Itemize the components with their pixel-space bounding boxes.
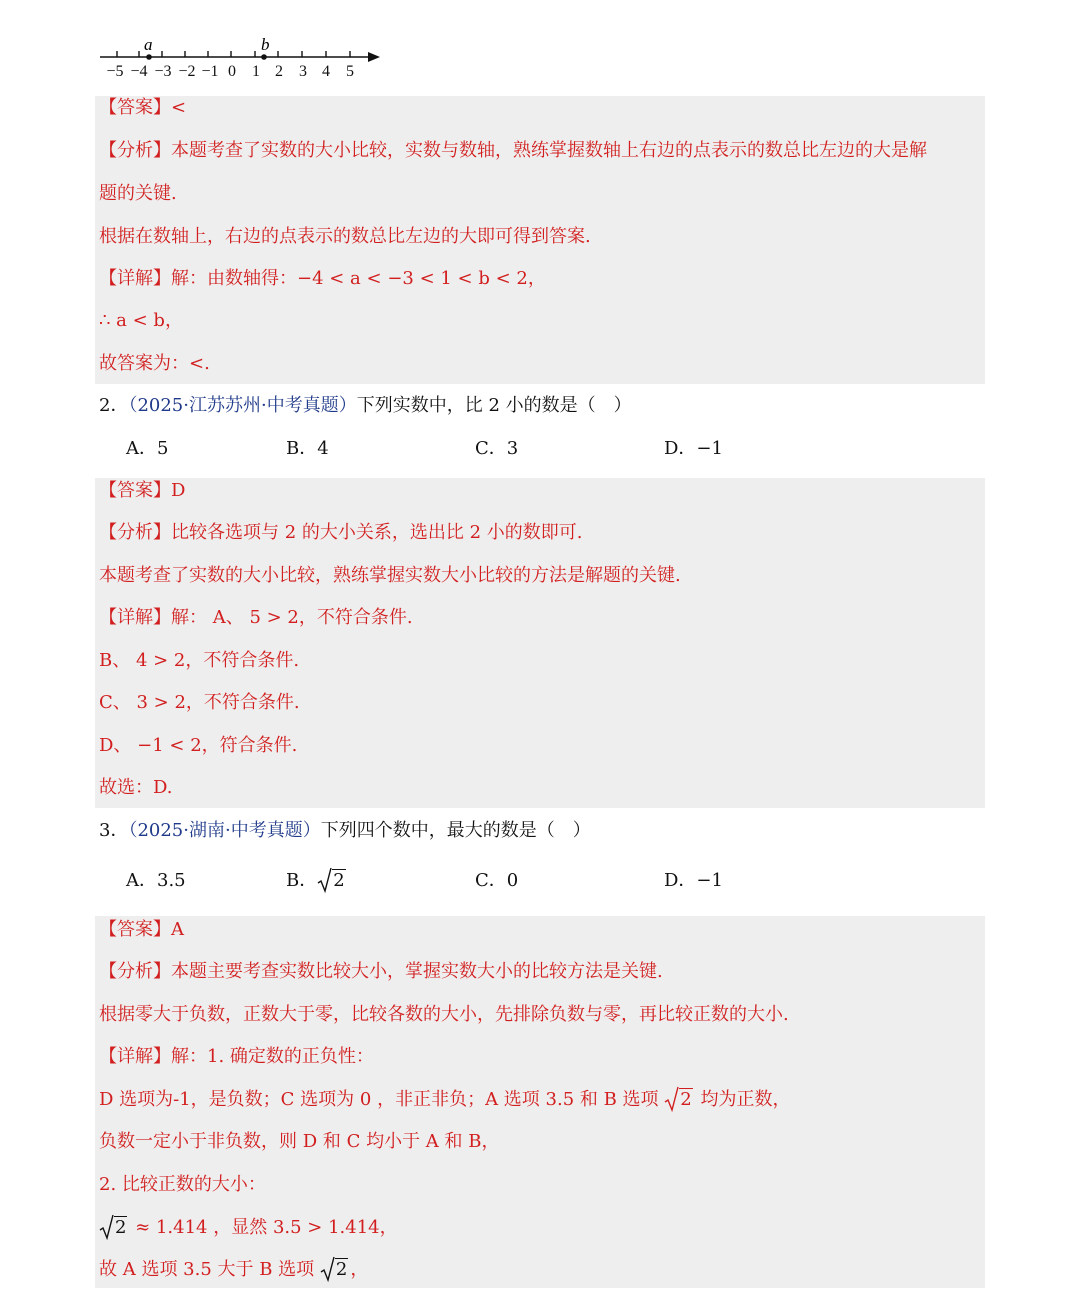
question-number: 2． (99, 395, 129, 416)
tick-label: −5 (106, 63, 124, 80)
detail-text: ， (350, 1259, 369, 1280)
analysis-line: 【分析】比较各选项与 2 的大小关系，选出比 2 小的数即可. (99, 522, 583, 543)
answer-block-3 (95, 916, 985, 1288)
option-b: B．4 (286, 438, 329, 459)
sqrt-radicand: 2 (115, 1217, 127, 1238)
analysis-line: 题的关键. (99, 183, 177, 204)
detail-line: 故选：D. (99, 777, 173, 798)
sqrt-radical-icon (99, 1213, 114, 1241)
option-c: C．3 (475, 438, 519, 459)
sqrt-expression (99, 1216, 127, 1240)
question-source: （2025·江苏苏州·中考真题） (128, 395, 357, 416)
detail-line: D、 −1 < 2，符合条件. (99, 735, 298, 756)
detail-line: 【详解】解：1. 确定数的正负性： (99, 1046, 374, 1067)
detail-line: C、 3 > 2，不符合条件. (99, 692, 300, 713)
sqrt-expression (320, 1258, 348, 1282)
number-line (96, 30, 396, 90)
tick-label: −4 (130, 63, 148, 80)
option-a: A．3.5 (126, 870, 186, 891)
detail-line: 2. 比较正数的大小： (99, 1174, 266, 1195)
point-b (261, 54, 267, 60)
option-d: D．−1 (664, 870, 723, 891)
tick-label: 1 (252, 63, 260, 80)
answer-line: 【答案】D (99, 480, 186, 501)
sqrt-expression (664, 1088, 692, 1112)
detail-line: 【详解】解：由数轴得：−4 < a < −3 < 1 < b < 2， (99, 268, 546, 289)
option-d: D．−1 (664, 438, 723, 459)
analysis-line: 本题考查了实数的大小比较，熟练掌握实数大小比较的方法是解题的关键. (99, 565, 681, 586)
detail-text: ≈ 1.414 ，显然 3.5 > 1.414， (129, 1217, 398, 1238)
option-b (286, 869, 348, 893)
sqrt-radical-icon (664, 1085, 679, 1113)
option-c: C．0 (475, 870, 519, 891)
number-line-arrow (368, 52, 380, 62)
detail-line: ∴ a < b， (99, 310, 183, 331)
tick-label: 4 (322, 63, 330, 80)
detail-text: D 选项为-1，是负数；C 选项为 0 ，非正非负；A 选项 3.5 和 B 选项 (99, 1089, 665, 1110)
sqrt-radicand: 2 (680, 1089, 692, 1110)
question-source: （2025·湖南·中考真题） (128, 820, 321, 841)
question-stem: 下列实数中，比 2 小的数是（ ） (356, 395, 632, 416)
answer-block-2 (95, 478, 985, 808)
tick-label: 2 (275, 63, 283, 80)
sqrt-expression (317, 869, 345, 893)
detail-line: 故答案为：<. (99, 353, 210, 374)
analysis-line: 根据零大于负数，正数大于零，比较各数的大小，先排除负数与零，再比较正数的大小. (99, 1004, 789, 1025)
detail-text: 均为正数， (694, 1089, 791, 1110)
question-2 (99, 394, 632, 418)
question-3 (99, 819, 591, 843)
tick-label: 0 (228, 63, 236, 80)
option-b-label: B． (286, 870, 318, 891)
tick-label: −2 (178, 63, 196, 80)
sqrt-radical-icon (317, 866, 332, 894)
point-a (146, 54, 152, 60)
detail-line: 【详解】解： A、 5 > 2，不符合条件. (99, 607, 413, 628)
answer-block-1 (95, 96, 985, 384)
detail-line (99, 1216, 398, 1240)
question-number: 3． (99, 820, 129, 841)
answer-line: 【答案】A (99, 919, 184, 940)
tick-label: 3 (299, 63, 307, 80)
analysis-line: 根据在数轴上，右边的点表示的数总比左边的大即可得到答案. (99, 226, 591, 247)
detail-line (99, 1258, 368, 1282)
sqrt-radical-icon (320, 1255, 335, 1283)
detail-line: 负数一定小于非负数，则 D 和 C 均小于 A 和 B， (99, 1131, 500, 1152)
analysis-line: 【分析】本题主要考查实数比较大小，掌握实数大小的比较方法是关键. (99, 961, 663, 982)
analysis-line: 【分析】本题考查了实数的大小比较，实数与数轴，熟练掌握数轴上右边的点表示的数总比左边的大是解 (99, 140, 927, 161)
detail-line (99, 1088, 790, 1112)
option-a: A．5 (126, 438, 169, 459)
detail-line: B、 4 > 2，不符合条件. (99, 650, 300, 671)
sqrt-radicand: 2 (335, 1259, 348, 1280)
sqrt-radicand: 2 (333, 870, 345, 891)
point-b-label: b (261, 35, 270, 54)
tick-label: 5 (346, 63, 354, 80)
answer-line: 【答案】< (99, 97, 187, 118)
tick-label: −3 (154, 63, 172, 80)
question-stem: 下列四个数中，最大的数是（ ） (320, 820, 591, 841)
tick-label: −1 (201, 63, 219, 80)
point-a-label: a (144, 35, 153, 54)
detail-text: 故 A 选项 3.5 大于 B 选项 (99, 1259, 320, 1280)
